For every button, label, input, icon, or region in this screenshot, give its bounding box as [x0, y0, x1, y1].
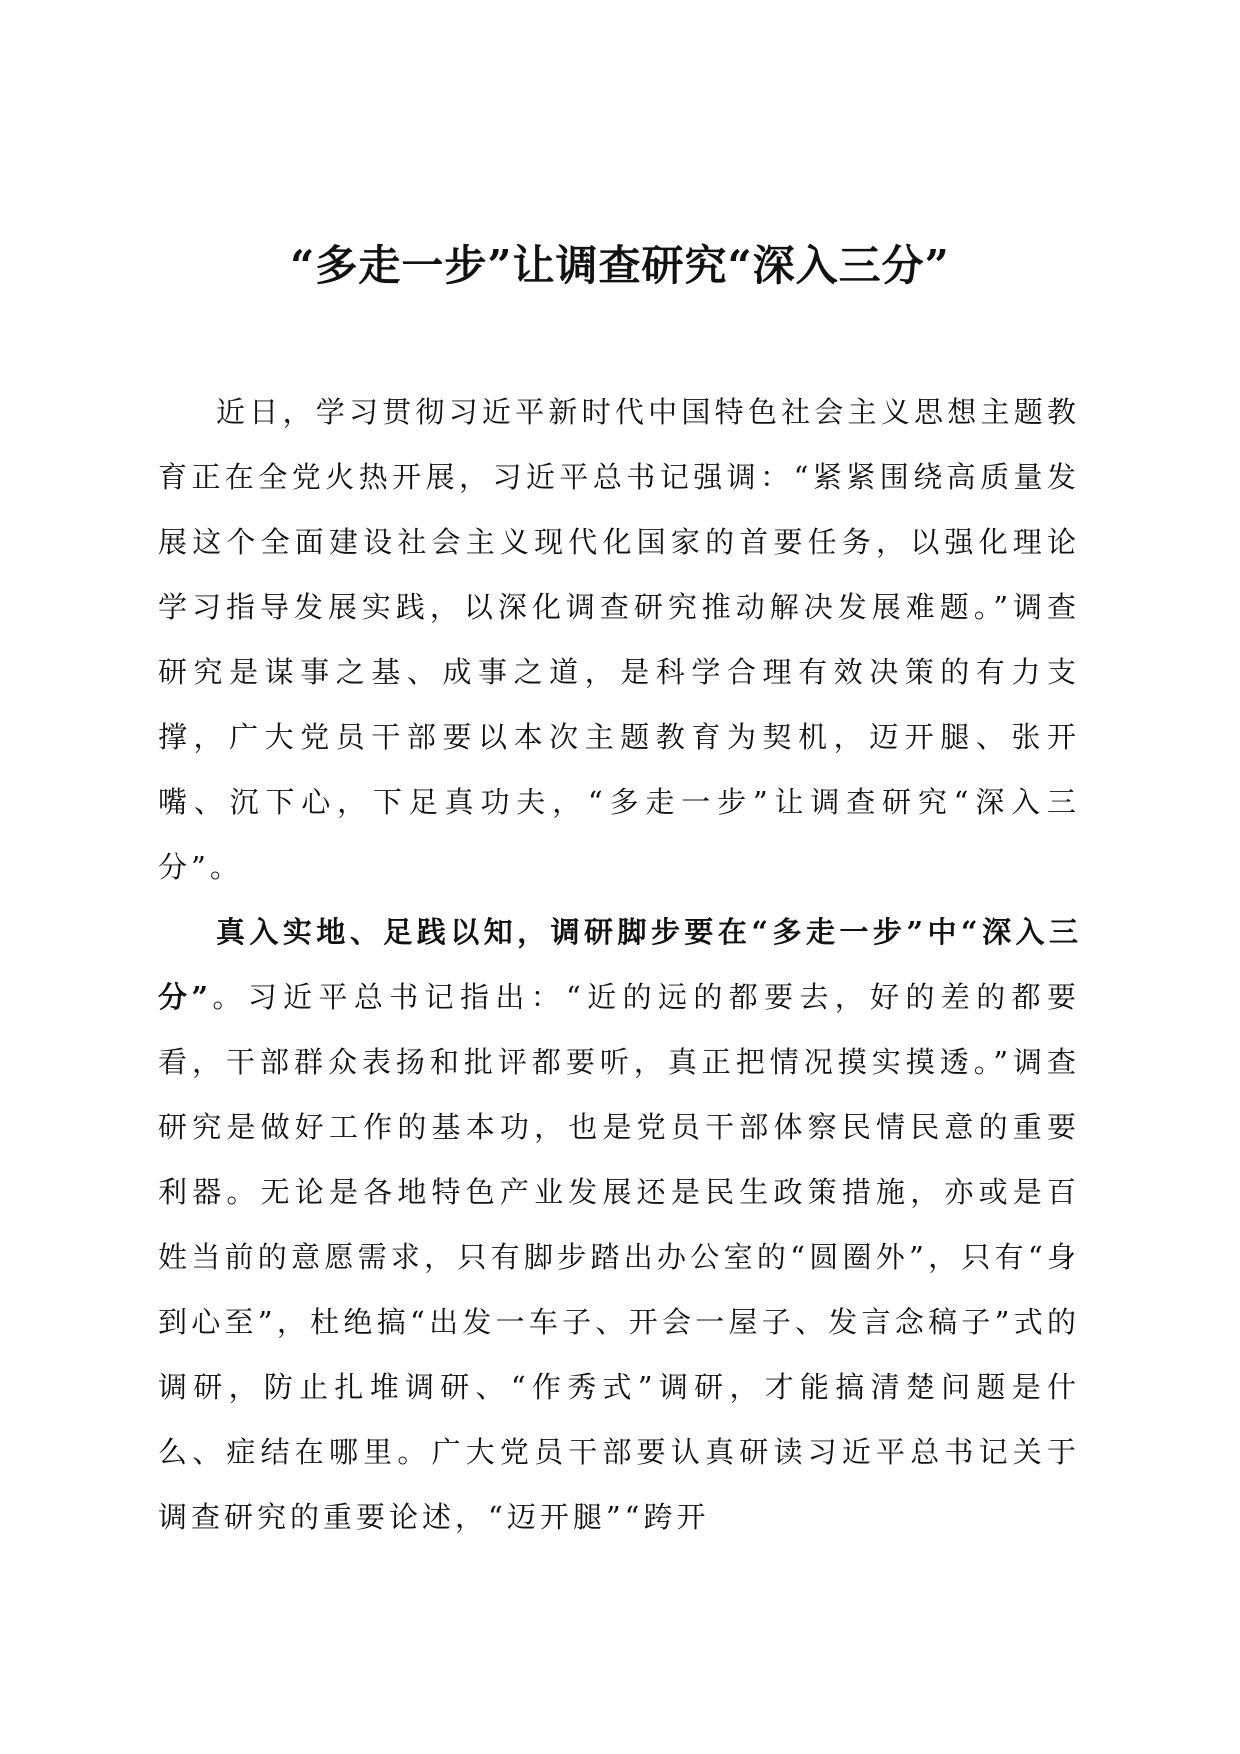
section-1-heading: 真入实地、足践以知，调研脚步要在“多走一步”中“深入三分” — [158, 915, 1080, 1014]
section-1-text: 。习近平总书记指出：“近的远的都要去，好的差的都要看，干部群众表扬和批评都要听，真正把情况摸实摸透。”调查研究是做好工作的基本功，也是党员干部体察民情民意的重要利器。无论是各地特色产业发展还是民生政策措施，亦或是百姓当前的意愿需求，只有脚步踏出办公室的“圆圈外”，只有“身到心至”，杜绝搞“出发一车子、开会一屋子、发言念稿子”式的调研，防止扎堆调研、“作秀式”调研，才能搞清楚问题是什么、症结在哪里。广大党员干部要认真研读习近平总书记关于调查研究的重要论述，“迈开腿”“跨开 — [158, 980, 1080, 1534]
document-body — [158, 380, 1080, 1550]
paragraph-section-1 — [158, 900, 1080, 1550]
document-title: “多走一步”让调查研究“深入三分” — [290, 241, 950, 290]
paragraph-intro — [158, 380, 1080, 900]
paragraph-intro-text: 近日，学习贯彻习近平新时代中国特色社会主义思想主题教育正在全党火热开展，习近平总书记强调：“紧紧围绕高质量发展这个全面建设社会主义现代化国家的首要任务，以强化理论学习指导发展实践，以深化调查研究推动解决发展难题。”调查研究是谋事之基、成事之道，是科学合理有效决策的有力支撑，广大党员干部要以本次主题教育为契机，迈开腿、张开嘴、沉下心，下足真功夫，“多走一步”让调查研究“深入三分”。 — [158, 395, 1080, 884]
